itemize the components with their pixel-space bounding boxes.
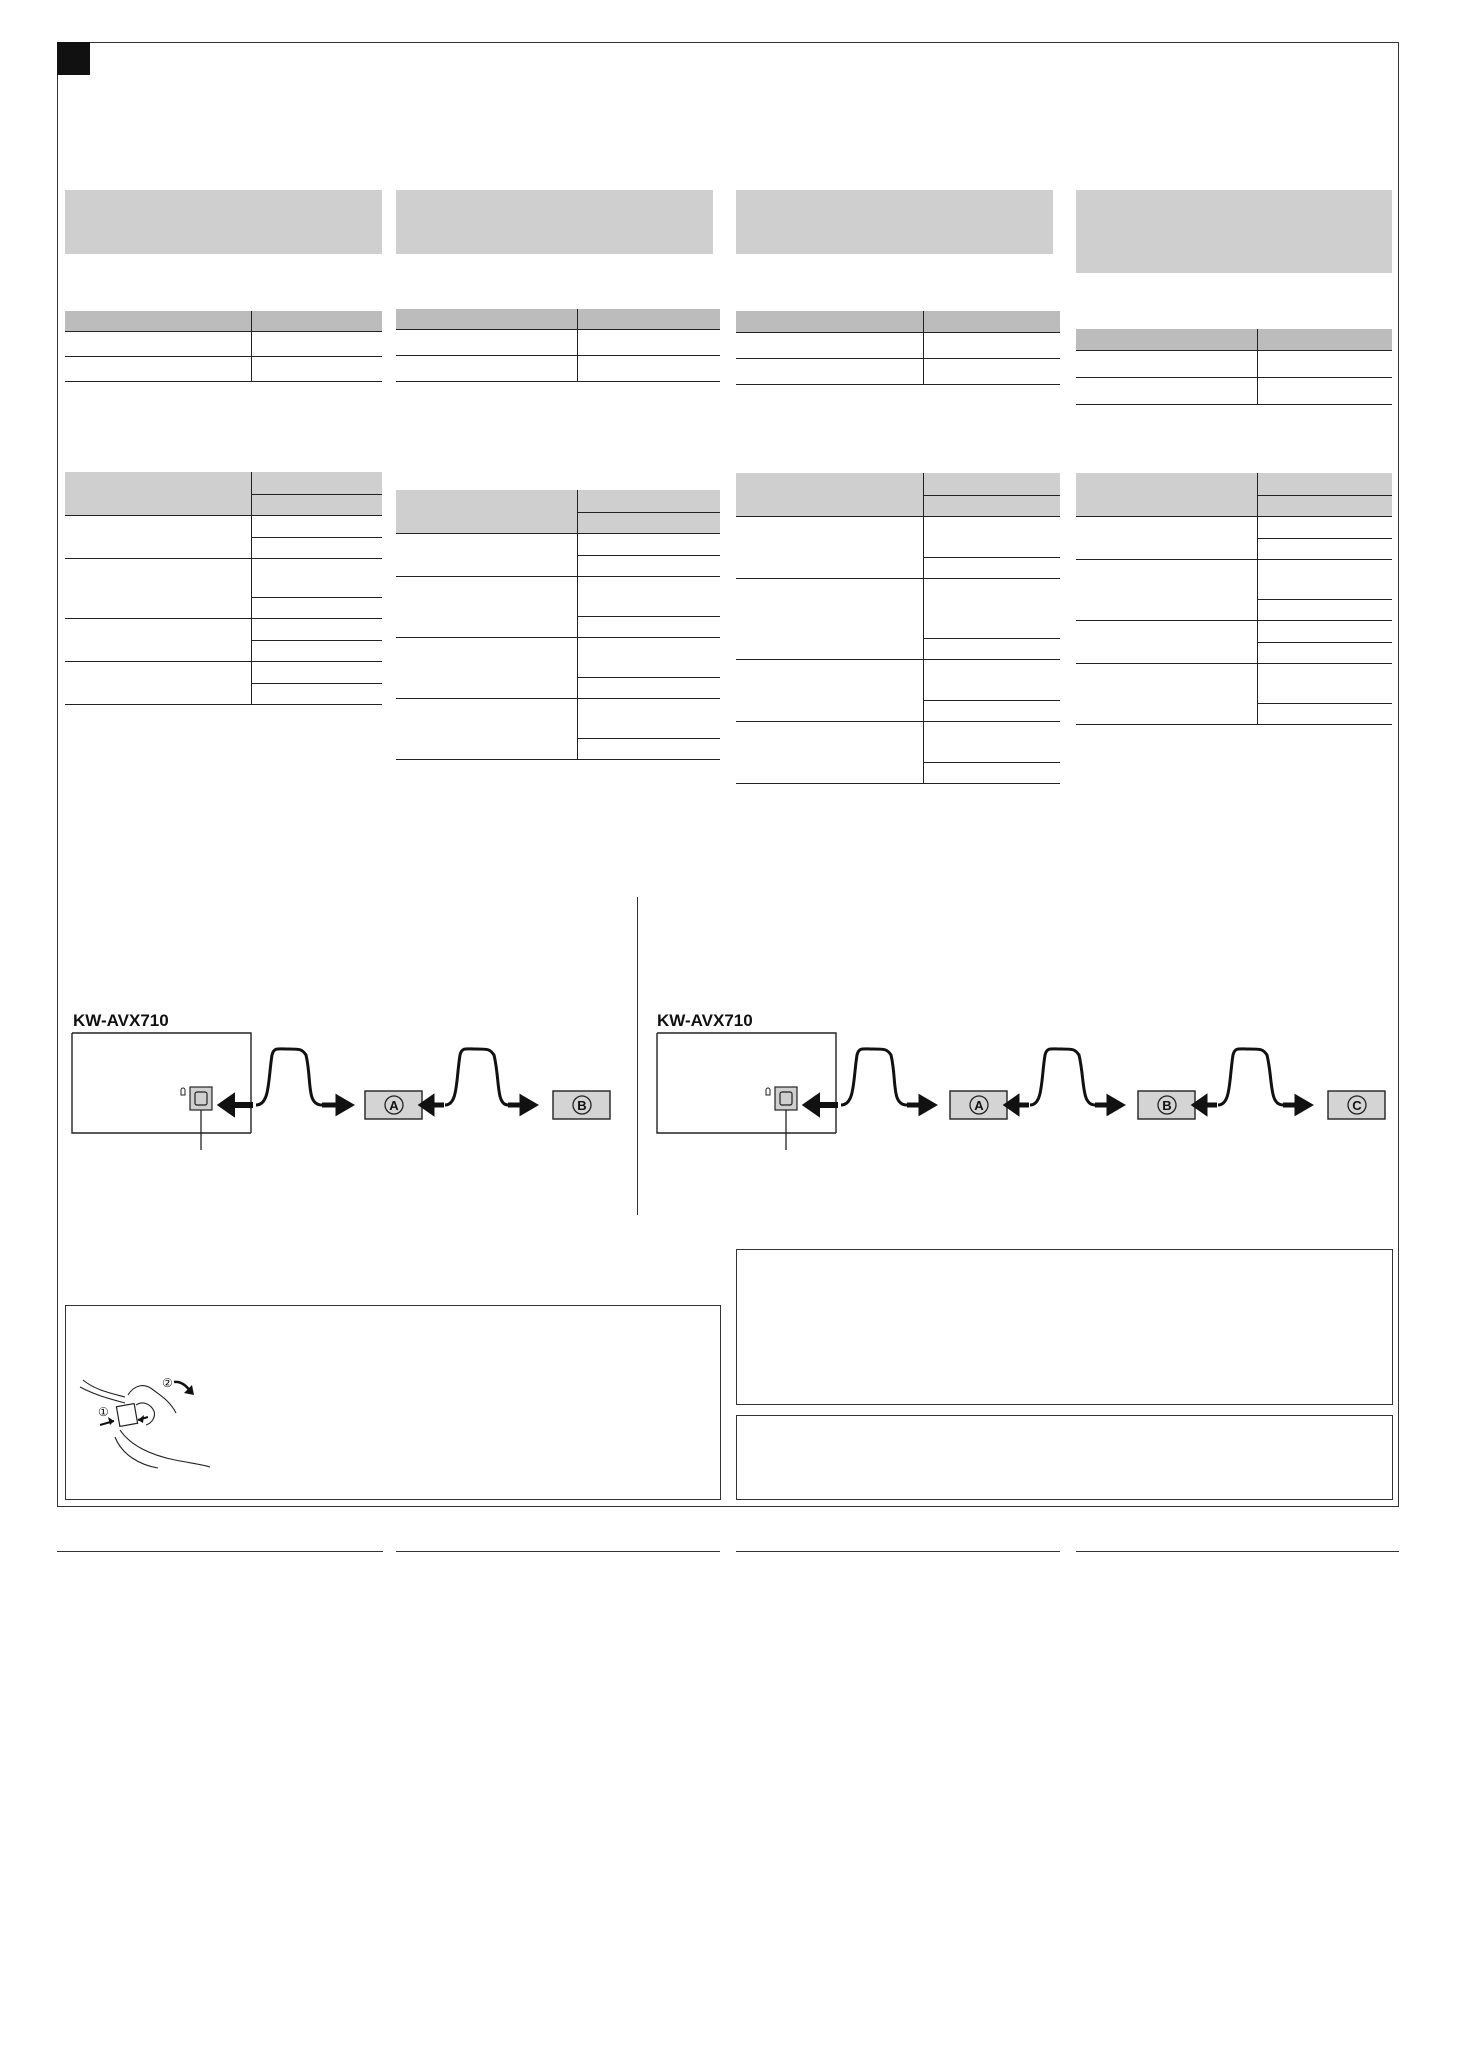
cable-3 bbox=[1218, 1049, 1283, 1105]
arrow-icon bbox=[907, 1098, 933, 1112]
column-header-4 bbox=[1076, 190, 1392, 273]
connection-diagram-right bbox=[645, 1025, 1395, 1155]
arrow-icon bbox=[1007, 1098, 1029, 1112]
footer-rule-1 bbox=[57, 1551, 383, 1552]
connection-diagram-left bbox=[60, 1025, 630, 1155]
small-table-3 bbox=[736, 311, 1060, 385]
device-label-b: B bbox=[577, 1098, 587, 1113]
step-mark-2: ② bbox=[162, 1376, 173, 1390]
port-icon bbox=[775, 1087, 797, 1110]
diagram-divider bbox=[637, 897, 638, 1215]
device-label-a: A bbox=[974, 1098, 984, 1113]
note-box-right-top bbox=[736, 1249, 1393, 1405]
footer-rule-3 bbox=[736, 1551, 1060, 1552]
large-table-1 bbox=[65, 472, 382, 705]
device-label-a: A bbox=[389, 1098, 399, 1113]
arrow-icon bbox=[1195, 1098, 1217, 1112]
small-table-4 bbox=[1076, 329, 1392, 405]
arrow-icon bbox=[508, 1098, 534, 1112]
footer-rule-4 bbox=[1076, 1551, 1399, 1552]
arrow-icon bbox=[422, 1098, 444, 1112]
device-label-b: B bbox=[1162, 1098, 1172, 1113]
port-icon bbox=[190, 1087, 212, 1110]
small-table-1 bbox=[65, 311, 382, 382]
arrow-icon bbox=[222, 1098, 253, 1112]
step-mark-1: ① bbox=[98, 1405, 109, 1419]
cable-1 bbox=[256, 1049, 322, 1105]
port-marker-icon bbox=[181, 1088, 185, 1095]
cable-2 bbox=[445, 1049, 508, 1105]
unit-body bbox=[72, 1033, 251, 1133]
unit-body bbox=[657, 1033, 836, 1133]
large-table-4 bbox=[1076, 473, 1392, 725]
cable-2 bbox=[1030, 1049, 1095, 1105]
note-box-right-bottom bbox=[736, 1415, 1393, 1500]
large-table-3 bbox=[736, 473, 1060, 784]
arrow-icon bbox=[1095, 1098, 1121, 1112]
column-header-2 bbox=[396, 190, 713, 254]
arrow-icon bbox=[1283, 1098, 1309, 1112]
model-label-left: KW-AVX710 bbox=[73, 1011, 169, 1030]
column-header-1 bbox=[65, 190, 382, 254]
device-label-c: C bbox=[1352, 1098, 1362, 1113]
arrow-icon bbox=[322, 1098, 350, 1112]
model-label-right: KW-AVX710 bbox=[657, 1011, 753, 1030]
large-table-2 bbox=[396, 490, 720, 760]
arrow-icon bbox=[807, 1098, 838, 1112]
corner-marker bbox=[57, 42, 90, 75]
column-header-3 bbox=[736, 190, 1053, 254]
connector-release-illustration bbox=[70, 1365, 220, 1490]
port-marker-icon bbox=[766, 1088, 770, 1095]
small-table-2 bbox=[396, 309, 720, 382]
cable-1 bbox=[841, 1049, 907, 1105]
footer-rule-2 bbox=[396, 1551, 720, 1552]
